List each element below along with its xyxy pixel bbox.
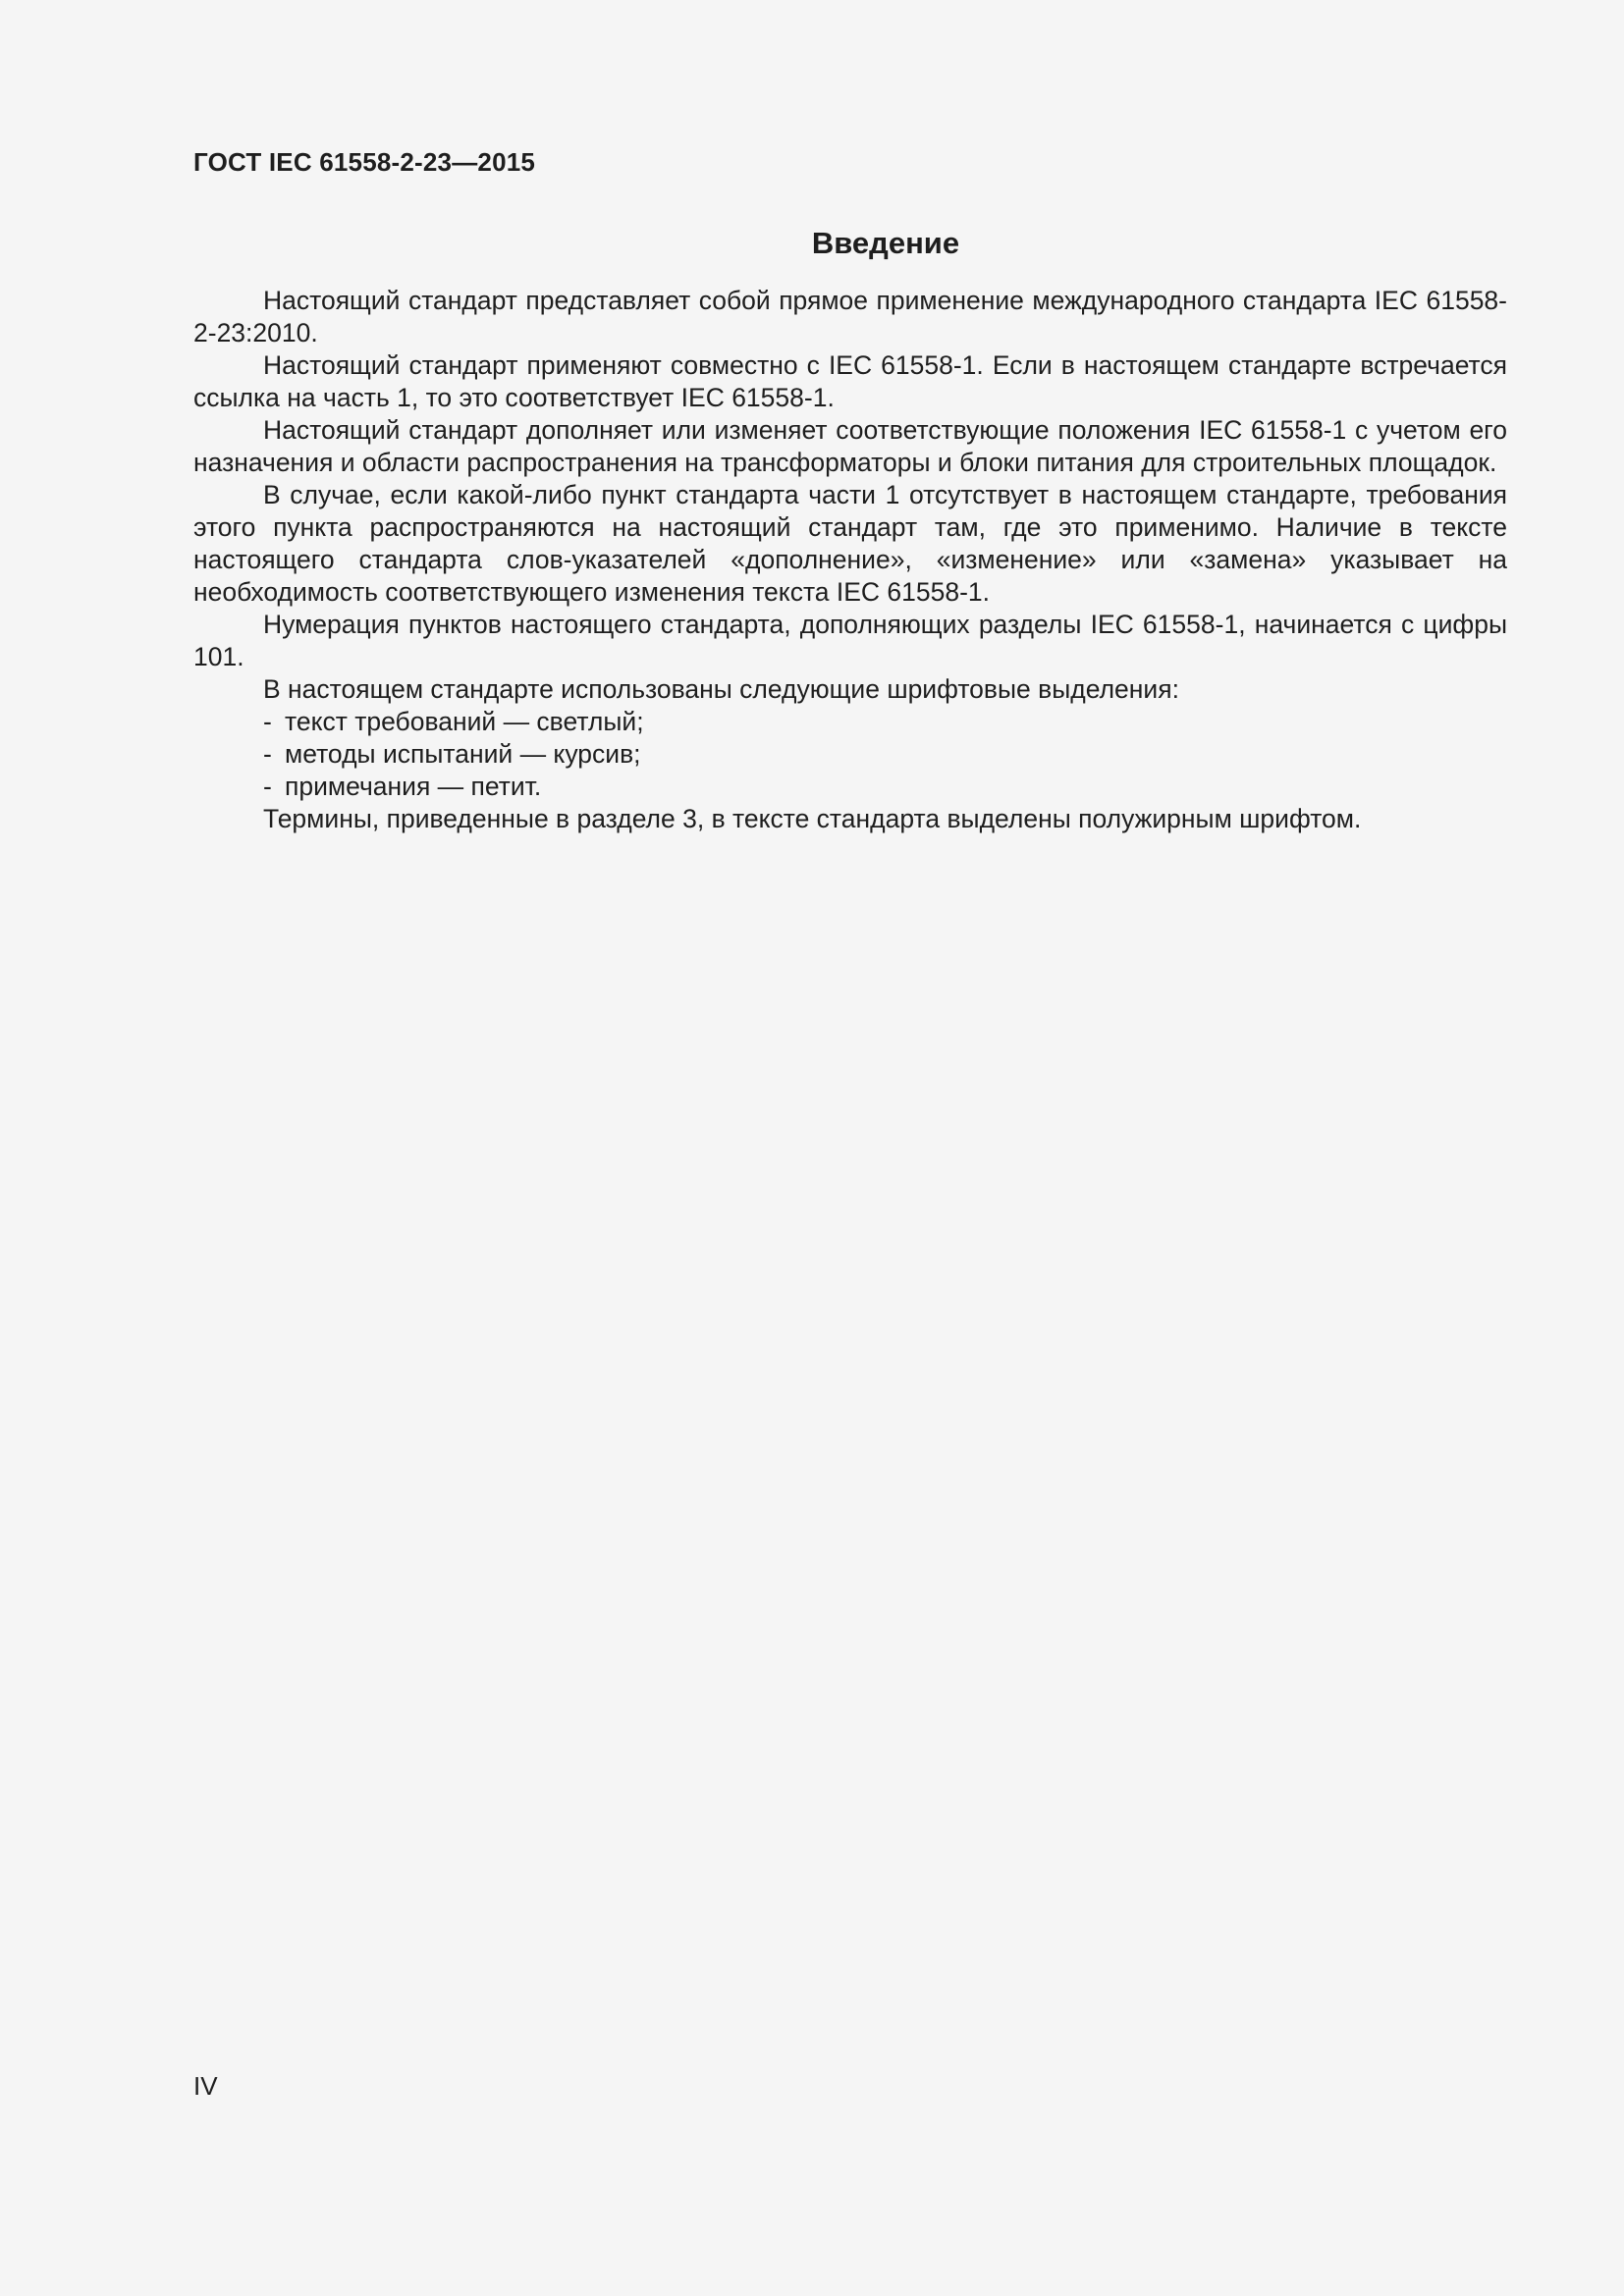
- section-title: Введение: [811, 226, 960, 260]
- document-code-header: ГОСТ IEC 61558-2-23—2015: [193, 147, 536, 177]
- list-item: [193, 706, 1507, 738]
- list-item: [193, 738, 1507, 771]
- paragraph: В настоящем стандарте использованы следующие шрифтовые выделения:: [263, 674, 1179, 704]
- list-marker: -: [263, 707, 272, 736]
- list-item-text: текст требований — светлый;: [285, 707, 644, 736]
- page-number: IV: [193, 2071, 218, 2101]
- paragraph: Настоящий стандарт представляет собой прямое применение международного стандарта IEC 61558-2-23:2010.: [193, 286, 1507, 347]
- list-item-text: методы испытаний — курсив;: [285, 739, 641, 769]
- paragraph: Настоящий стандарт дополняет или изменяет соответствующие положения IEC 61558-1 с учетом его назначения и области распространения на трансформаторы и блоки питания для строительных площадок.: [193, 415, 1507, 477]
- paragraph: Настоящий стандарт применяют совместно с IEC 61558-1. Если в настоящем стандарте встречается ссылка на часть 1, то это соответствует IEC 61558-1.: [193, 350, 1507, 412]
- list-marker: -: [263, 772, 272, 801]
- paragraph: В случае, если какой-либо пункт стандарта части 1 отсутствует в настоящем стандарте, требования этого пункта распространяются на настоящий стандарт там, где это применимо. Наличие в тексте настоящего стандарта слов-указателей «дополнение», «изменение» или «замена» указывает на необходимость соответствующего изменения текста IEC 61558-1.: [193, 480, 1507, 607]
- list-item-text: примечания — петит.: [285, 772, 542, 801]
- list-marker: -: [263, 739, 272, 769]
- document-body: [193, 224, 1507, 835]
- paragraph: Нумерация пунктов настоящего стандарта, дополняющих разделы IEC 61558-1, начинается с цифры 101.: [193, 610, 1507, 671]
- closing-paragraph: Термины, приведенные в разделе 3, в тексте стандарта выделены полужирным шрифтом.: [263, 804, 1362, 833]
- list-item: [193, 771, 1507, 803]
